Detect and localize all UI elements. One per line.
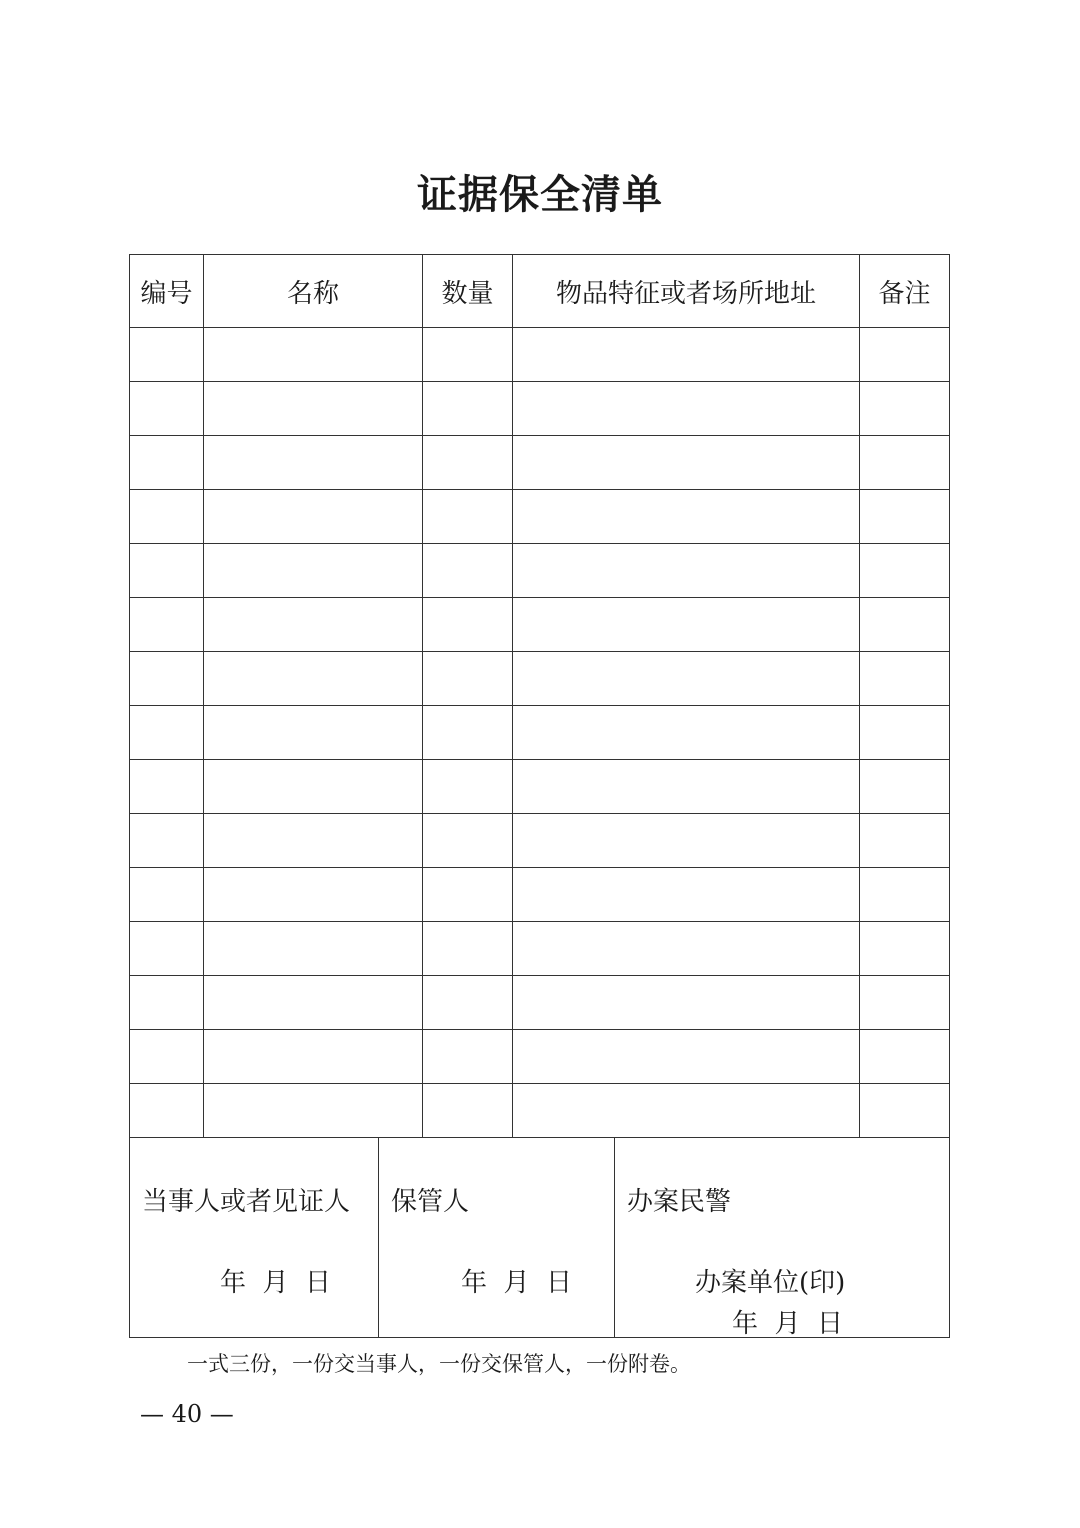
cell-number[interactable] bbox=[130, 814, 204, 868]
cell-remarks[interactable] bbox=[860, 814, 950, 868]
cell-quantity[interactable] bbox=[423, 976, 513, 1030]
cell-quantity[interactable] bbox=[423, 868, 513, 922]
cell-features[interactable] bbox=[513, 652, 860, 706]
header-features-or-address: 物品特征或者场所地址 bbox=[513, 255, 860, 328]
table-row bbox=[130, 976, 950, 1030]
table-row bbox=[130, 652, 950, 706]
cell-name[interactable] bbox=[204, 328, 423, 382]
cell-name[interactable] bbox=[204, 1084, 423, 1138]
cell-name[interactable] bbox=[204, 436, 423, 490]
header-remarks: 备注 bbox=[860, 255, 950, 328]
cell-features[interactable] bbox=[513, 598, 860, 652]
table-row bbox=[130, 544, 950, 598]
cell-name[interactable] bbox=[204, 706, 423, 760]
cell-remarks[interactable] bbox=[860, 1084, 950, 1138]
cell-name[interactable] bbox=[204, 652, 423, 706]
cell-quantity[interactable] bbox=[423, 814, 513, 868]
cell-number[interactable] bbox=[130, 976, 204, 1030]
cell-features[interactable] bbox=[513, 382, 860, 436]
cell-quantity[interactable] bbox=[423, 436, 513, 490]
evidence-table bbox=[129, 254, 950, 1138]
cell-remarks[interactable] bbox=[860, 490, 950, 544]
officer-signature-cell[interactable] bbox=[615, 1137, 950, 1338]
cell-remarks[interactable] bbox=[860, 868, 950, 922]
cell-name[interactable] bbox=[204, 814, 423, 868]
table-row bbox=[130, 436, 950, 490]
table-row bbox=[130, 868, 950, 922]
cell-remarks[interactable] bbox=[860, 922, 950, 976]
table-row bbox=[130, 922, 950, 976]
cell-number[interactable] bbox=[130, 760, 204, 814]
cell-quantity[interactable] bbox=[423, 328, 513, 382]
cell-name[interactable] bbox=[204, 922, 423, 976]
cell-quantity[interactable] bbox=[423, 652, 513, 706]
party-label: 当事人或者见证人 bbox=[142, 1187, 351, 1217]
cell-number[interactable] bbox=[130, 598, 204, 652]
cell-quantity[interactable] bbox=[423, 1084, 513, 1138]
cell-number[interactable] bbox=[130, 652, 204, 706]
cell-features[interactable] bbox=[513, 490, 860, 544]
cell-remarks[interactable] bbox=[860, 436, 950, 490]
header-quantity: 数量 bbox=[423, 255, 513, 328]
cell-features[interactable] bbox=[513, 706, 860, 760]
cell-quantity[interactable] bbox=[423, 922, 513, 976]
header-name: 名称 bbox=[204, 255, 423, 328]
cell-name[interactable] bbox=[204, 760, 423, 814]
keeper-date: 年 月 日 bbox=[461, 1268, 573, 1298]
party-date: 年 月 日 bbox=[220, 1268, 332, 1298]
cell-features[interactable] bbox=[513, 328, 860, 382]
header-number: 编号 bbox=[130, 255, 204, 328]
cell-features[interactable] bbox=[513, 436, 860, 490]
table-row bbox=[130, 1030, 950, 1084]
cell-number[interactable] bbox=[130, 382, 204, 436]
cell-features[interactable] bbox=[513, 976, 860, 1030]
cell-quantity[interactable] bbox=[423, 382, 513, 436]
table-row bbox=[130, 598, 950, 652]
cell-remarks[interactable] bbox=[860, 598, 950, 652]
cell-number[interactable] bbox=[130, 1030, 204, 1084]
cell-name[interactable] bbox=[204, 382, 423, 436]
cell-features[interactable] bbox=[513, 760, 860, 814]
cell-features[interactable] bbox=[513, 922, 860, 976]
page-number: — 40 — bbox=[140, 1400, 234, 1428]
table-row bbox=[130, 1084, 950, 1138]
cell-quantity[interactable] bbox=[423, 1030, 513, 1084]
cell-name[interactable] bbox=[204, 976, 423, 1030]
cell-quantity[interactable] bbox=[423, 490, 513, 544]
keeper-signature-cell[interactable] bbox=[379, 1137, 615, 1338]
cell-features[interactable] bbox=[513, 1084, 860, 1138]
cell-remarks[interactable] bbox=[860, 1030, 950, 1084]
cell-remarks[interactable] bbox=[860, 382, 950, 436]
table-row bbox=[130, 760, 950, 814]
table-row bbox=[130, 814, 950, 868]
cell-quantity[interactable] bbox=[423, 544, 513, 598]
table-row bbox=[130, 490, 950, 544]
cell-name[interactable] bbox=[204, 544, 423, 598]
cell-remarks[interactable] bbox=[860, 652, 950, 706]
signature-section bbox=[129, 1137, 950, 1338]
table-row bbox=[130, 382, 950, 436]
party-signature-cell[interactable] bbox=[130, 1137, 379, 1338]
cell-quantity[interactable] bbox=[423, 760, 513, 814]
cell-number[interactable] bbox=[130, 328, 204, 382]
table-header-row bbox=[130, 255, 950, 328]
officer-date: 年 月 日 bbox=[732, 1309, 844, 1339]
cell-features[interactable] bbox=[513, 814, 860, 868]
table-row bbox=[130, 706, 950, 760]
cell-number[interactable] bbox=[130, 490, 204, 544]
keeper-label: 保管人 bbox=[391, 1187, 470, 1217]
cell-name[interactable] bbox=[204, 490, 423, 544]
cell-number[interactable] bbox=[130, 868, 204, 922]
cell-name[interactable] bbox=[204, 598, 423, 652]
cell-quantity[interactable] bbox=[423, 598, 513, 652]
cell-features[interactable] bbox=[513, 1030, 860, 1084]
cell-name[interactable] bbox=[204, 1030, 423, 1084]
cell-number[interactable] bbox=[130, 922, 204, 976]
cell-remarks[interactable] bbox=[860, 706, 950, 760]
officer-label: 办案民警 bbox=[627, 1187, 732, 1217]
cell-remarks[interactable] bbox=[860, 760, 950, 814]
cell-features[interactable] bbox=[513, 868, 860, 922]
cell-number[interactable] bbox=[130, 544, 204, 598]
cell-remarks[interactable] bbox=[860, 328, 950, 382]
copies-note: 一式三份，一份交当事人，一份交保管人，一份附卷。 bbox=[187, 1352, 691, 1376]
cell-quantity[interactable] bbox=[423, 706, 513, 760]
cell-features[interactable] bbox=[513, 544, 860, 598]
cell-number[interactable] bbox=[130, 1084, 204, 1138]
cell-number[interactable] bbox=[130, 436, 204, 490]
cell-remarks[interactable] bbox=[860, 544, 950, 598]
unit-seal-label: 办案单位(印) bbox=[695, 1268, 846, 1298]
cell-name[interactable] bbox=[204, 868, 423, 922]
cell-remarks[interactable] bbox=[860, 976, 950, 1030]
cell-number[interactable] bbox=[130, 706, 204, 760]
document-title: 证据保全清单 bbox=[417, 172, 663, 218]
table-row bbox=[130, 328, 950, 382]
